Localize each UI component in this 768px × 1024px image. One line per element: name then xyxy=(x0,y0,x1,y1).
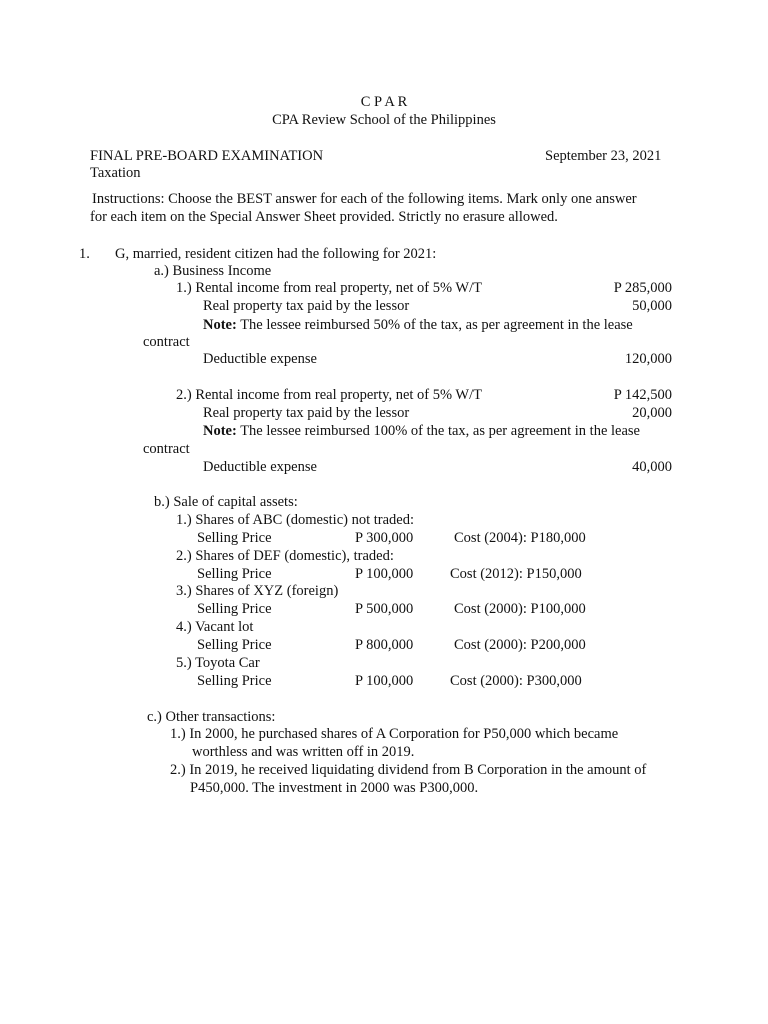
asset-5-cost: Cost (2000): P300,000 xyxy=(450,673,582,689)
asset-5-selling-price-value: P 100,000 xyxy=(355,673,414,689)
item2-rpt-label: Real property tax paid by the lessor xyxy=(203,405,410,421)
asset-4-selling-price-value: P 800,000 xyxy=(355,637,414,653)
item2-rental-value: P 142,500 xyxy=(613,387,672,403)
other-item-2-line-1: 2.) In 2019, he received liquidating dividend from B Corporation in the amount of xyxy=(170,762,647,778)
item1-note xyxy=(203,316,633,334)
asset-2-title: 2.) Shares of DEF (domestic), traded: xyxy=(176,548,394,564)
asset-5-selling-price-label: Selling Price xyxy=(197,673,272,689)
item1-deductible-value: 120,000 xyxy=(624,351,672,367)
item2-deductible-label: Deductible expense xyxy=(203,459,317,475)
asset-1-cost: Cost (2004): P180,000 xyxy=(454,530,586,546)
asset-4-selling-price-label: Selling Price xyxy=(197,637,272,653)
org-name: CPA Review School of the Philippines xyxy=(272,112,496,128)
item2-note-text: The lessee reimbursed 100% of the tax, as per agreement in the lease xyxy=(236,423,640,439)
other-item-1-line-2: worthless and was written off in 2019. xyxy=(192,744,415,760)
question-number: 1. xyxy=(79,246,90,262)
section-b-heading: b.) Sale of capital assets: xyxy=(154,494,298,510)
section-c-heading: c.) Other transactions: xyxy=(147,709,276,725)
item2-rental-label: 2.) Rental income from real property, net of 5% W/T xyxy=(176,387,483,403)
asset-4-title: 4.) Vacant lot xyxy=(176,619,254,635)
item1-rental-value: P 285,000 xyxy=(613,280,672,296)
item1-note-label: Note: xyxy=(203,317,237,333)
asset-2-cost: Cost (2012): P150,000 xyxy=(450,566,582,582)
instructions-line-1: Instructions: Choose the BEST answer for each of the following items. Mark only one answer xyxy=(92,191,637,207)
item1-rpt-label: Real property tax paid by the lessor xyxy=(203,298,410,314)
org-abbrev: C P A R xyxy=(360,94,408,110)
exam-title: FINAL PRE-BOARD EXAMINATION xyxy=(90,148,324,164)
item1-rental-label: 1.) Rental income from real property, net of 5% W/T xyxy=(176,280,483,296)
exam-date: September 23, 2021 xyxy=(545,148,662,164)
item1-note-text: The lessee reimbursed 50% of the tax, as per agreement in the lease xyxy=(236,317,633,333)
item2-note-label: Note: xyxy=(203,423,237,439)
item1-rpt-value: 50,000 xyxy=(632,298,672,314)
subject: Taxation xyxy=(90,165,141,181)
section-a-heading: a.) Business Income xyxy=(154,263,272,279)
item2-rpt-value: 20,000 xyxy=(632,405,672,421)
item2-deductible-value: 40,000 xyxy=(632,459,672,475)
item1-deductible-label: Deductible expense xyxy=(203,351,317,367)
asset-1-selling-price-value: P 300,000 xyxy=(355,530,414,546)
asset-4-cost: Cost (2000): P200,000 xyxy=(454,637,586,653)
asset-2-selling-price-value: P 100,000 xyxy=(355,566,414,582)
other-item-2-line-2: P450,000. The investment in 2000 was P300,000. xyxy=(190,780,479,796)
asset-2-selling-price-label: Selling Price xyxy=(197,566,272,582)
other-item-1-line-1: 1.) In 2000, he purchased shares of A Corporation for P50,000 which became xyxy=(170,726,619,742)
asset-1-selling-price-label: Selling Price xyxy=(197,530,272,546)
asset-1-title: 1.) Shares of ABC (domestic) not traded: xyxy=(176,512,414,528)
asset-3-title: 3.) Shares of XYZ (foreign) xyxy=(176,583,339,599)
asset-5-title: 5.) Toyota Car xyxy=(176,655,260,671)
item2-note-continuation: contract xyxy=(143,441,190,457)
asset-3-selling-price-label: Selling Price xyxy=(197,601,272,617)
item2-note xyxy=(203,422,640,440)
instructions-line-2: for each item on the Special Answer Sheet provided. Strictly no erasure allowed. xyxy=(90,209,558,225)
asset-3-selling-price-value: P 500,000 xyxy=(355,601,414,617)
asset-3-cost: Cost (2000): P100,000 xyxy=(454,601,586,617)
question-stem: G, married, resident citizen had the following for 2021: xyxy=(115,246,437,262)
item1-note-continuation: contract xyxy=(143,334,190,350)
